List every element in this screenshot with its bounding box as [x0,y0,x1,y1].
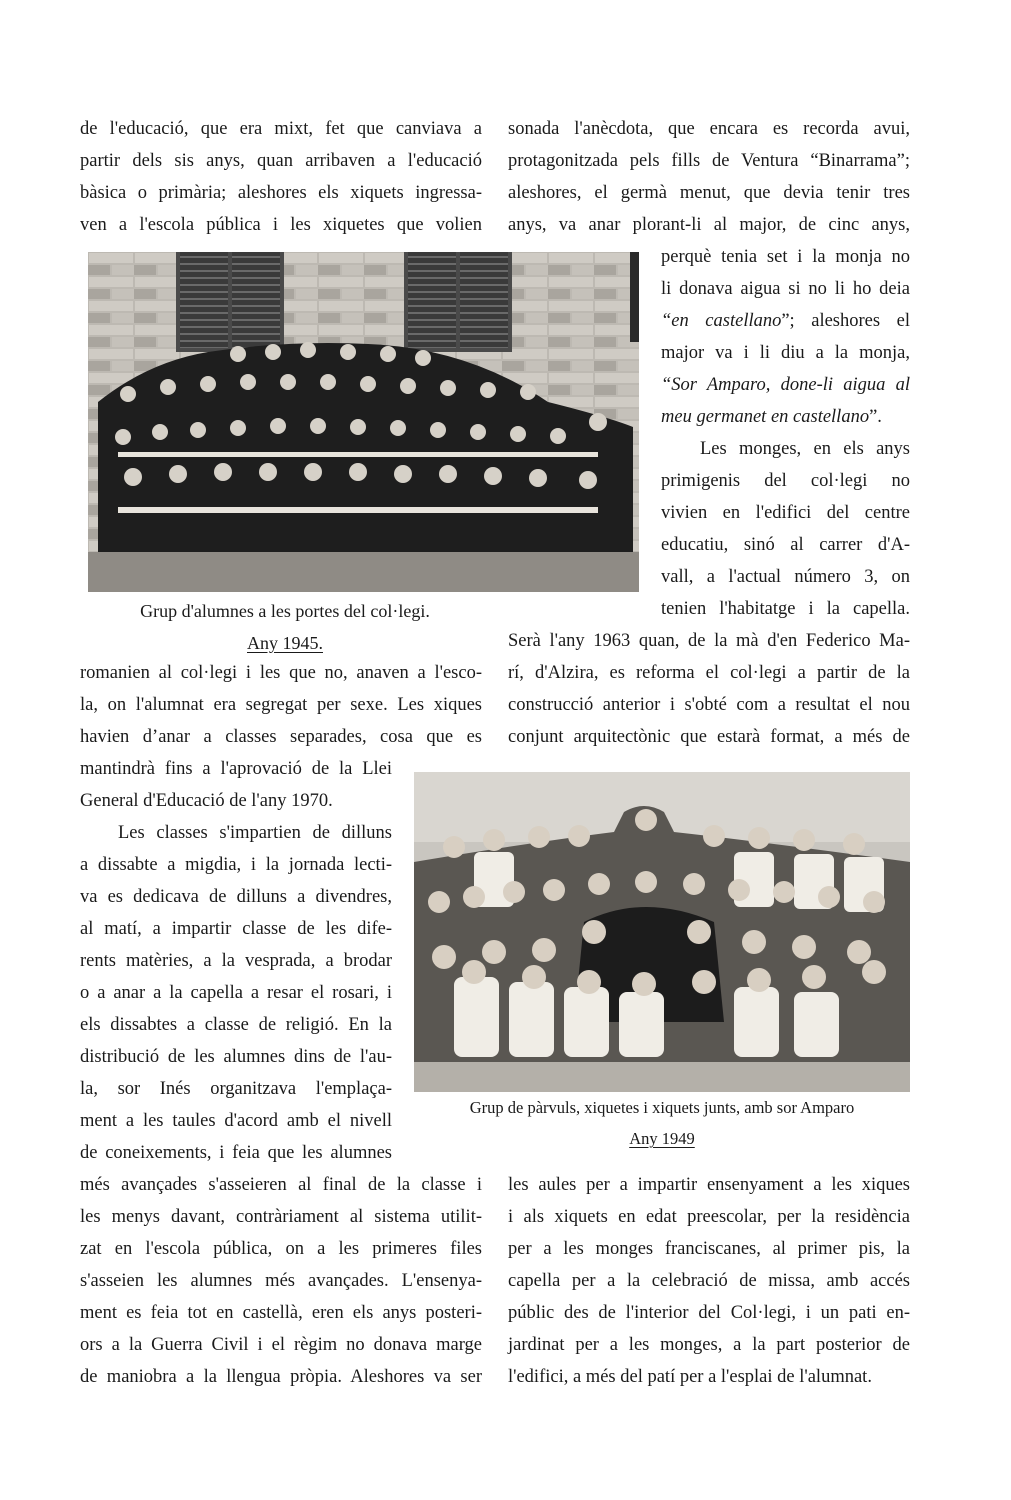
text-line [661,374,910,396]
text-line: les aules per a impartir ensenyament a les xiques [508,1175,910,1195]
text-line: perquè tenia set i la monja no [661,247,910,267]
italic-text: “Sor Amparo, done-li aigua al [661,375,910,395]
text-line: sonada l'anècdota, que encara es recorda avui, [508,119,910,139]
text-line: aleshores, el germà menut, que devia tenir tres [508,183,910,203]
text-line: la, on l'alumnat era segregat per sexe. Les xiques [80,695,482,715]
text-line: zat en l'escola pública, on a les primeres files [80,1239,482,1259]
italic-text: meu germanet en castellano [661,407,870,427]
text-line: partir dels sis anys, quan arribaven a l'educació [80,151,482,171]
text-line: primigenis del col·legi no [661,471,910,491]
italic-text: “en castellano [661,311,782,331]
caption-year-text: Any 1945. [247,633,323,653]
text-line: bàsica o primària; aleshores els xiquets ingressa- [80,183,482,203]
photo-image [88,252,639,592]
text-line: major va i li diu a la monja, [661,343,910,363]
text-line: havien d’anar a classes separades, cosa que es [80,727,482,747]
text-line: per a les monges franciscanes, al primer pis, la [508,1239,910,1259]
text-line: rí, d'Alzira, es reforma el col·legi a partir de la [508,663,910,683]
text-line: conjunt arquitectònic que estarà format, a més de [508,727,910,747]
caption-year [414,1128,910,1150]
photo-image [414,772,910,1092]
text-line: públic des de l'interior del Col·legi, i un pati en- [508,1303,910,1323]
text-line: de maniobra a la llengua pròpia. Aleshores va ser [80,1367,482,1387]
text-line: més avançades s'asseieren al final de la classe i [80,1175,482,1195]
text-line: ment a les taules d'acord amb el nivell [80,1111,392,1131]
caption-year [80,632,490,654]
text-line: protagonitzada pels fills de Ventura “Binarrama”; [508,151,910,171]
text-line: construcció anterior i s'obté com a resultat el nou [508,695,910,715]
group-photo-1945 [88,252,639,592]
text-line: Serà l'any 1963 quan, de la mà d'en Federico Ma- [508,631,910,651]
text-line: l'edifici, a més del patí per a l'esplai de l'alumnat. [508,1367,872,1387]
caption-line: Grup de pàrvuls, xiquetes i xiquets junts, amb sor Amparo [469,1098,855,1117]
text-line: va es dedicava de dilluns a divendres, [80,887,392,907]
text-line: de coneixements, i feia que les alumnes [80,1143,392,1163]
text-line: les menys davant, contràriament al sistema utilit- [80,1207,482,1227]
group-photo-1949 [414,772,910,1092]
text-line: educatiu, sinó al carrer d'A- [661,535,910,555]
text-line: o a anar a la capella a resar el rosari, i [80,983,392,1003]
text-line: General d'Educació de l'any 1970. [80,791,333,811]
text-span: ”; aleshores el [781,311,910,331]
text-line: a dissabte a migdia, i la jornada lecti- [80,855,392,875]
text-line: tenien l'habitatge i la capella. [661,599,910,619]
text-line: la, sor Inés organitzava l'emplaça- [80,1079,392,1099]
caption-line: Grup d'alumnes a les portes del col·legi. [140,601,430,621]
text-line: Les classes s'impartien de dilluns [118,823,392,843]
text-line [661,310,910,332]
text-line: romanien al col·legi i les que no, anaven a l'esco- [80,663,482,683]
text-line: vivien en l'edifici del centre [661,503,910,523]
text-line: distribució de les alumnes dins de l'au- [80,1047,392,1067]
text-line: capella per a la celebració de missa, amb accés [508,1271,910,1291]
text-line: i als xiquets en edat preescolar, per la residència [508,1207,910,1227]
caption-year-text: Any 1949 [629,1129,695,1148]
text-line: rents matèries, a la vesprada, a brodar [80,951,392,971]
text-line: vall, a l'actual número 3, on [661,567,910,587]
text-line: els dissabtes a classe de religió. En la [80,1015,392,1035]
text-line [661,406,910,428]
text-line: al matí, a impartir classe de les dife- [80,919,392,939]
text-line: de l'educació, que era mixt, fet que canviava a [80,119,482,139]
text-line: ven a l'escola pública i les xiquetes que volien [80,215,482,235]
text-line: ment es feia tot en castellà, eren els anys posteri- [80,1303,482,1323]
text-span: ”. [869,407,882,427]
text-line: anys, va anar plorant-li al major, de cinc anys, [508,215,910,235]
text-line: ors a la Guerra Civil i el règim no donava marge [80,1335,482,1355]
text-line: Les monges, en els anys [700,439,910,459]
text-line: mantindrà fins a l'aprovació de la Llei [80,759,392,779]
text-line: s'asseien les alumnes més avançades. L'ensenya- [80,1271,482,1291]
text-line: li donava aigua si no li ho deia [661,279,910,299]
text-line: jardinat per a les monges, a la part posterior de [508,1335,910,1355]
